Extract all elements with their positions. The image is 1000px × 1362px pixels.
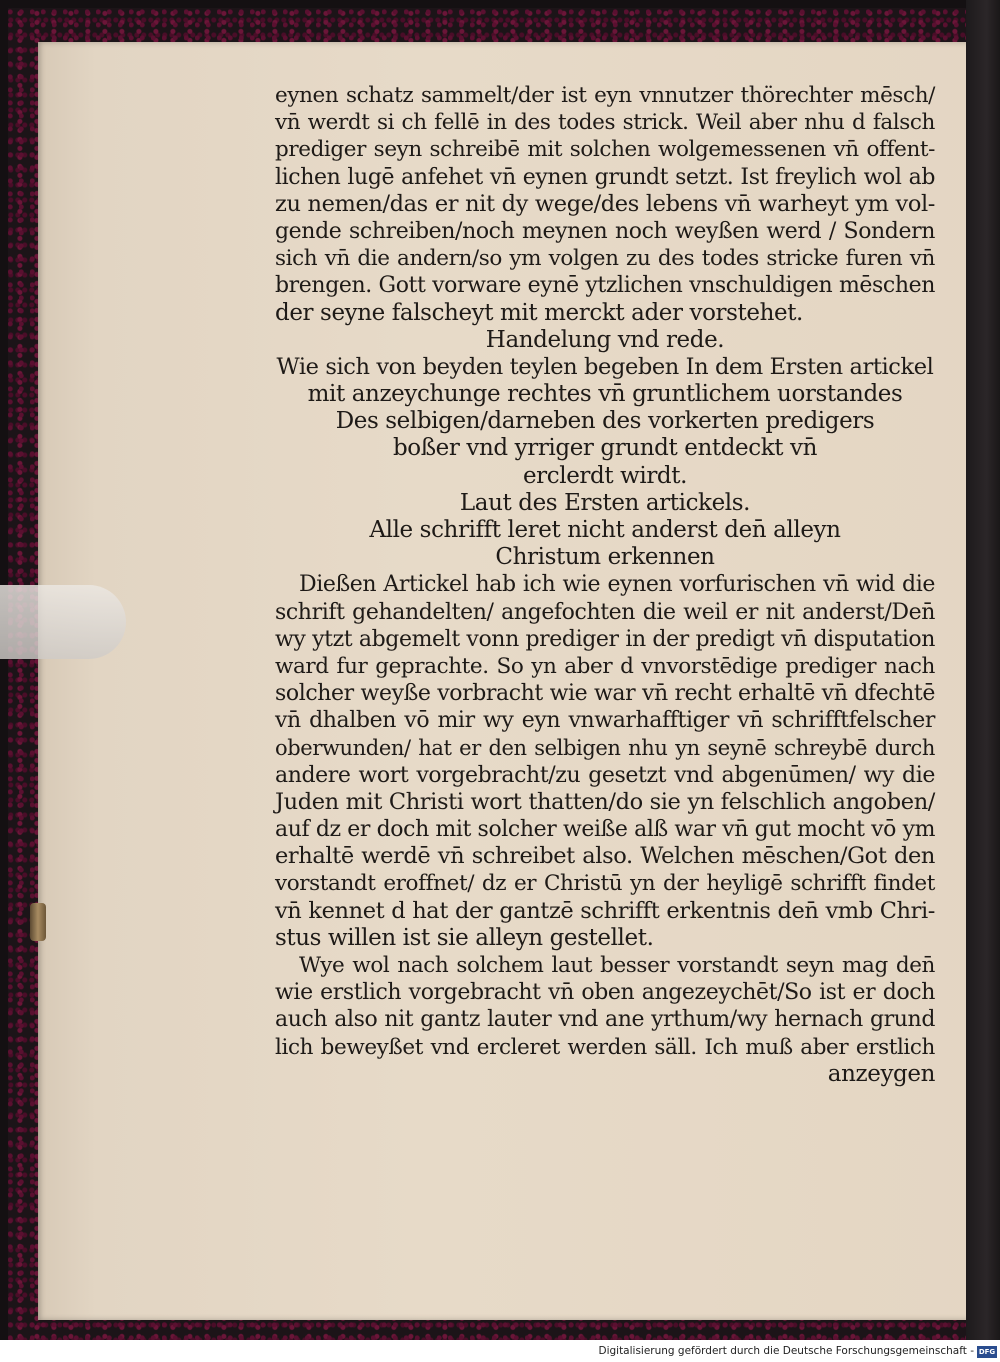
text-line: vorstandt eroffnet/ dz er Christū yn der heyligē schrifft findet [275, 871, 935, 897]
text-line: lich beweyßet vnd ercleret werden säll. Ich muß aber erstlich [275, 1034, 935, 1060]
text-line: erhaltē werdē vn̄ schreibet also. Welchen mēschen/Got den [275, 843, 935, 870]
article-title: Laut des Ersten artickels. [459, 489, 751, 516]
text-line: ward fur geprachte. So yn aber d vnvorstēdige prediger nach [275, 653, 935, 679]
text-line: stus willen ist sie alleyn gestellet. [275, 924, 654, 951]
text-line: zu nemen/das er nit dy wege/des lebens vn̄ warheyt ym vol- [275, 190, 935, 217]
text-line: brengen. Gott vorware eynē ytzlichen vnschuldigen mēschen [275, 273, 935, 299]
heading-line: Wie sich von beyden teylen begeben In dem Ersten artickel [276, 353, 934, 380]
text-line: der seyne falscheyt mit merckt ader vorstehet. [275, 299, 803, 326]
catchword: anzeygen [827, 1060, 935, 1087]
article-text: Christum erkennen [495, 544, 715, 571]
text-line: gende schreiben/noch meynen noch weyßen werd / Sondern [275, 218, 935, 244]
text-line: solcher weyße vorbracht wie war vn̄ recht erhaltē vn̄ dfechtē [275, 681, 935, 707]
text-line: oberwunden/ hat er den selbigen nhu yn seynē schreybē durch [275, 735, 935, 760]
text-line: Dießen Artickel hab ich wie eynen vorfurischen vn̄ wid die [299, 572, 935, 598]
text-line: Juden mit Christi wort thatten/do sie yn felschlich angoben/ [275, 788, 935, 815]
binding-edge [966, 0, 1000, 1340]
text-line: wy ytzt abgemelt vonn prediger in der predigt vn̄ disputation [275, 626, 935, 652]
text-line: eynen schatz sammelt/der ist eyn vnnutzer thörechter mēsch/ [275, 83, 935, 108]
text-line: Wye wol nach solchem laut besser vorstandt seyn mag den̄ [299, 953, 935, 978]
funding-credit: Digitalisierung gefördert durch die Deutsche Forschungsgemeinschaft - [598, 1345, 974, 1357]
heading-line: Des selbigen/darneben des vorkerten predigers [335, 408, 875, 435]
text-line: auch also nit gantz lauter vnd ane yrthum/wy hernach grund [275, 1007, 935, 1033]
section-heading: Handelung vnd rede. [485, 326, 725, 353]
text-line: auf dz er doch mit solcher weiße alß war vn̄ gut mocht vō ym [275, 817, 936, 843]
text-line: wie erstlich vorgebracht vn̄ oben angezeychēt/So ist er doch [275, 980, 935, 1006]
text-line: vn̄ dhalben vō mir wy eyn vnwarhafftiger vn̄ schrifftfelscher [275, 708, 935, 734]
heading-line: boßer vnd yrriger grundt entdeckt vn̄ [392, 435, 818, 462]
binding-tab [30, 903, 46, 941]
dfg-logo: DFG [978, 1348, 996, 1356]
text-line: sich vn̄ die andern/so ym volgen zu des todes stricke furen vn̄ [275, 246, 935, 272]
text-line: schrift gehandelten/ angefochten die weil er nit anderst/Den̄ [275, 599, 935, 625]
text-line: prediger seyn schreibē mit solchen wolgemessenen vn̄ offent- [275, 137, 935, 163]
text-block [275, 82, 935, 1088]
text-line: vn̄ werdt si ch fellē in des todes strick. Weil aber nhu d falsch [275, 110, 935, 136]
heading-line: erclerdt wirdt. [522, 462, 688, 489]
article-text: Alle schrifft leret nicht anderst den̄ alleyn [369, 517, 841, 543]
page-clip [0, 585, 126, 659]
text-line: lichen lugē anfehet vn̄ eynen grundt setzt. Ist freylich wol ab [275, 164, 935, 190]
heading-line: mit anzeychunge rechtes vn̄ gruntlichem uorstandes [307, 381, 903, 408]
text-line: andere wort vorgebracht/zu gesetzt vnd abgenūmen/ wy die [275, 762, 935, 788]
text-line: vn̄ kennet d hat der gantzē schrifft erkentnis den̄ vmb Chri- [275, 897, 935, 924]
footer-bar [0, 1343, 1000, 1362]
